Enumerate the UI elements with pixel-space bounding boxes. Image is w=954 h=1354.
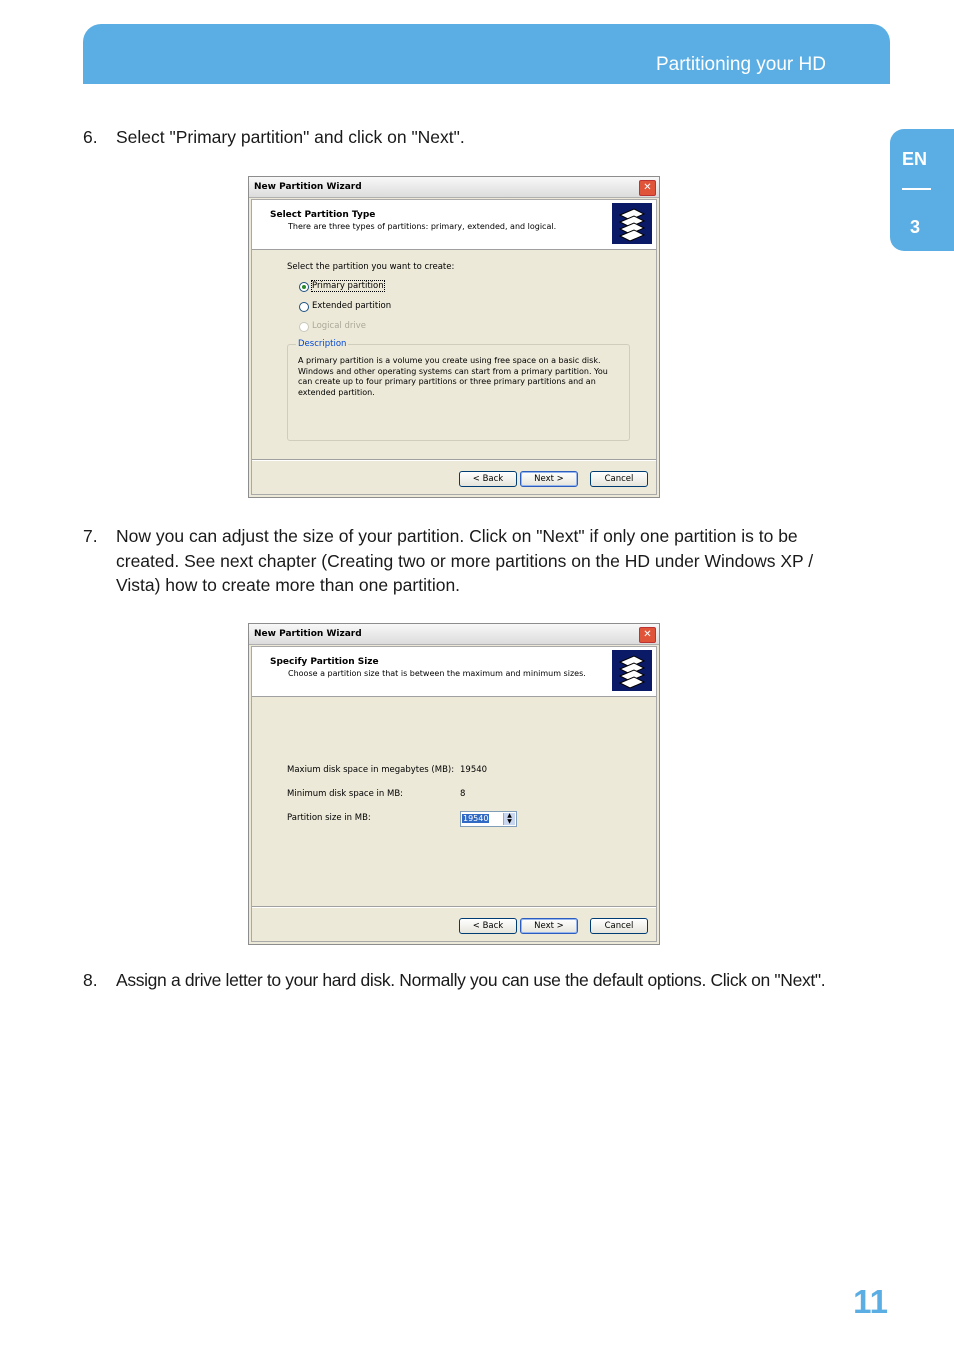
wizard-step-title: Select Partition Type	[270, 210, 376, 220]
extended-partition-radio[interactable]	[299, 302, 309, 312]
button-separator	[252, 906, 656, 908]
step-text: Assign a drive letter to your hard disk. Normally you can use the default options. Click on "Next".	[116, 970, 826, 990]
partition-type-dialog	[248, 176, 660, 498]
language-label: EN	[902, 149, 928, 169]
button-separator	[252, 459, 656, 461]
header-bar	[83, 24, 890, 84]
description-legend: Description	[298, 339, 347, 349]
step-number: 7.	[83, 526, 98, 546]
cancel-button[interactable]: Cancel	[590, 471, 648, 487]
max-space-value: 19540	[460, 765, 488, 775]
close-icon[interactable]: ✕	[639, 180, 656, 196]
chapter-tab	[890, 129, 954, 251]
disk-stack-icon	[612, 650, 652, 691]
step-number: 8.	[83, 970, 98, 990]
spin-arrows-icon[interactable]: ▲ ▼	[503, 813, 515, 825]
wizard-header	[252, 200, 656, 250]
step-6	[83, 125, 828, 150]
page-number: 11	[853, 1283, 888, 1320]
min-space-label: Minimum disk space in MB:	[287, 789, 404, 799]
back-button[interactable]: < Back	[459, 918, 517, 934]
step-8	[83, 968, 828, 993]
next-button[interactable]: Next >	[520, 918, 578, 934]
disk-stack-icon	[612, 203, 652, 244]
dialog-body	[251, 199, 657, 495]
primary-partition-label[interactable]: Primary partition	[312, 281, 384, 291]
select-prompt: Select the partition you want to create:	[287, 262, 455, 272]
tab-divider	[902, 188, 931, 190]
wizard-header	[252, 647, 656, 697]
close-icon[interactable]: ✕	[639, 627, 656, 643]
logical-drive-label: Logical drive	[312, 321, 367, 331]
chapter-number: 3	[910, 217, 921, 237]
section-title: Partitioning your HD	[655, 54, 826, 75]
description-text: A primary partition is a volume you create using free space on a basic disk. Windows and other operating systems can start from a primary partition. You can create up to four primary partitions or three primary partitions and an extended partition.	[298, 356, 608, 397]
partition-size-value[interactable]: 19540	[463, 814, 489, 823]
wizard-step-subtitle: Choose a partition size that is between the maximum and minimum sizes.	[288, 669, 586, 678]
logical-drive-radio	[299, 322, 309, 332]
dialog-titlebar	[249, 177, 659, 198]
partition-size-label: Partition size in MB:	[287, 813, 371, 823]
step-text: Select "Primary partition" and click on "Next".	[116, 127, 465, 147]
primary-partition-radio[interactable]	[299, 282, 309, 292]
step-text: Now you can adjust the size of your partition. Click on "Next" if only one partition is to be created. See next chapter (Creating two or more partitions on the HD under Windows XP / Vista) how to create more than one partition.	[116, 526, 814, 595]
step-7	[83, 524, 828, 598]
min-space-value: 8	[460, 789, 466, 799]
cancel-button[interactable]: Cancel	[590, 918, 648, 934]
partition-size-dialog	[248, 623, 660, 945]
next-button[interactable]: Next >	[520, 471, 578, 487]
dialog-body	[251, 646, 657, 942]
dialog-title: New Partition Wizard	[254, 182, 362, 192]
dialog-titlebar	[249, 624, 659, 645]
extended-partition-label[interactable]: Extended partition	[312, 301, 392, 311]
wizard-step-title: Specify Partition Size	[270, 657, 379, 667]
step-number: 6.	[83, 127, 98, 147]
partition-size-stepper[interactable]	[460, 811, 517, 827]
dialog-title: New Partition Wizard	[254, 629, 362, 639]
wizard-step-subtitle: There are three types of partitions: primary, extended, and logical.	[288, 222, 557, 231]
back-button[interactable]: < Back	[459, 471, 517, 487]
max-space-label: Maxium disk space in megabytes (MB):	[287, 765, 455, 775]
